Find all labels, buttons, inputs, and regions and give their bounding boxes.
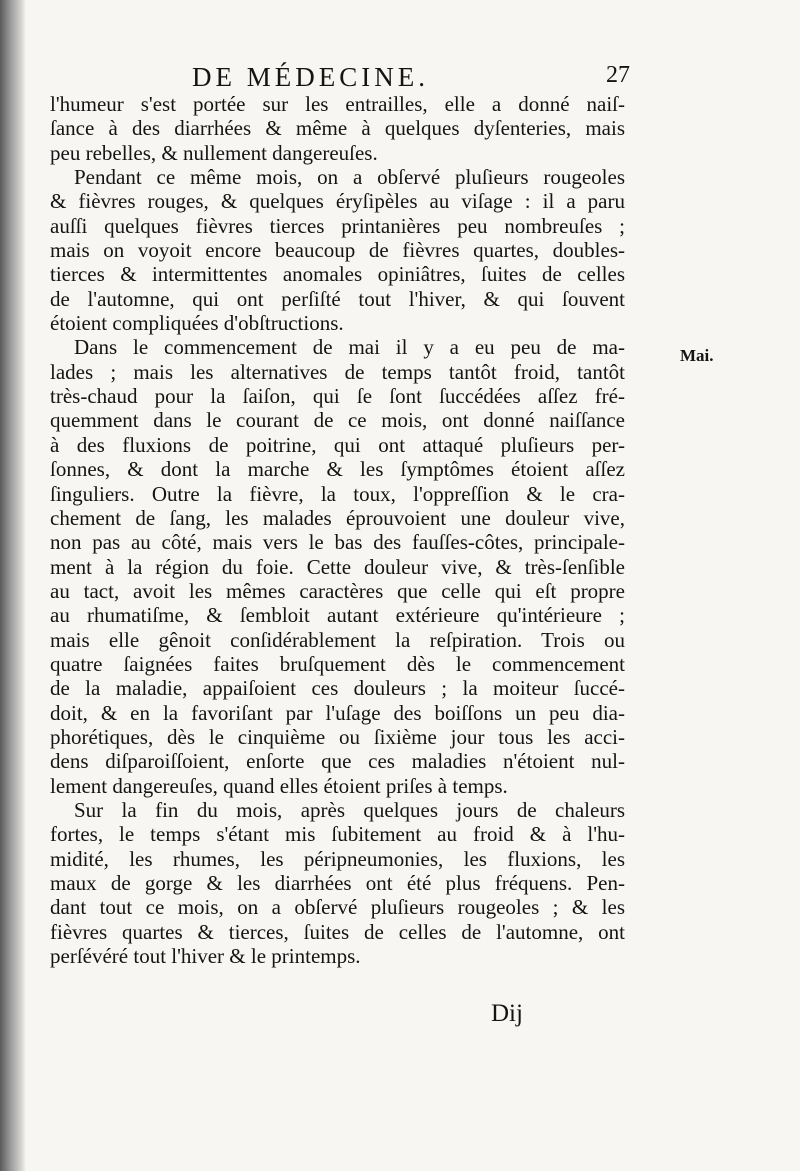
- text-line: à des fluxions de poitrine, qui ont attaqué pluſieurs per-: [50, 432, 625, 457]
- text-line: tierces & intermittentes anomales opiniâtres, ſuites de celles: [50, 262, 625, 287]
- text-line: de l'automne, qui ont perſiſté tout l'hiver, & qui ſouvent: [50, 286, 625, 311]
- text-line: maux de gorge & les diarrhées ont été plus fréquens. Pen-: [50, 871, 625, 895]
- text-line: étoient compliquées d'obſtructions.: [50, 311, 344, 336]
- text-line: l'humeur s'est portée sur les entrailles, elle a donné naiſ-: [50, 92, 625, 116]
- text-line: de la maladie, appaiſoient ces douleurs ; la moiteur ſuccé-: [50, 676, 625, 701]
- text-line: non pas au côté, mais vers le bas des fauſſes-côtes, principale-: [50, 530, 625, 555]
- text-line: lement dangereuſes, quand elles étoient priſes à temps.: [50, 773, 508, 798]
- text-line: fièvres quartes & tierces, ſuites de celles de l'automne, ont: [50, 919, 625, 944]
- text-line: perſévéré tout l'hiver & le printemps.: [50, 944, 361, 969]
- text-line: mais elle gênoit conſidérablement la reſpiration. Trois ou: [50, 627, 625, 652]
- text-line: fortes, le temps s'étant mis ſubitement au froid & à l'hu-: [50, 822, 625, 847]
- page-header: [180, 58, 630, 92]
- text-line: Dans le commencement de mai il y a eu peu de ma-: [74, 335, 625, 360]
- text-line: dant tout ce mois, on a obſervé pluſieurs rougeoles ; & les: [50, 895, 625, 920]
- text-line: au rhumatiſme, & ſembloit autant extérieure qu'intérieure ;: [50, 603, 625, 628]
- text-line: auſſi quelques fièvres tierces printanières peu nombreuſes ;: [50, 213, 625, 238]
- text-line: peu rebelles, & nullement dangereuſes.: [50, 140, 378, 165]
- text-line: ſinguliers. Outre la fièvre, la toux, l'oppreſſion & le cra-: [50, 481, 625, 506]
- text-line: Pendant ce même mois, on a obſervé pluſieurs rougeoles: [74, 165, 625, 190]
- body-text: [50, 92, 625, 968]
- text-line: très-chaud pour la ſaiſon, qui ſe ſont ſuccédées aſſez fré-: [50, 384, 625, 409]
- text-line: mais on voyoit encore beaucoup de fièvres quartes, doubles-: [50, 238, 625, 263]
- text-line: Sur la fin du mois, après quelques jours de chaleurs: [74, 797, 625, 822]
- text-line: doit, & en la favoriſant par l'uſage des boiſſons un peu dia-: [50, 700, 625, 725]
- text-line: lades ; mais les alternatives de temps tantôt froid, tantôt: [50, 359, 625, 384]
- page-number: 27: [606, 62, 630, 88]
- text-line: phorétiques, dès le cinquième ou ſixième jour tous les acci-: [50, 724, 625, 749]
- running-title: DE MÉDECINE.: [192, 62, 429, 92]
- text-line: quemment dans le courant de ce mois, ont donné naiſſance: [50, 408, 625, 433]
- signature-mark: Dij: [491, 1000, 523, 1027]
- text-line: dens diſparoiſſoient, enſorte que ces maladies n'étoient nul-: [50, 749, 625, 774]
- text-line: quatre ſaignées faites bruſquement dès le commencement: [50, 651, 625, 676]
- text-line: au tact, avoit les mêmes caractères que celle qui eſt propre: [50, 578, 625, 603]
- text-line: ſonnes, & dont la marche & les ſymptômes étoient aſſez: [50, 457, 625, 482]
- page-gutter-shadow: [0, 0, 26, 1171]
- text-line: ſance à des diarrhées & même à quelques dyſenteries, mais: [50, 116, 625, 141]
- text-line: & fièvres rouges, & quelques éryſipèles au viſage : il a paru: [50, 189, 625, 214]
- margin-note-month: Mai.: [680, 346, 714, 365]
- text-line: midité, les rhumes, les péripneumonies, les fluxions, les: [50, 846, 625, 871]
- text-line: ment à la région du foie. Cette douleur vive, & très-ſenſible: [50, 554, 625, 579]
- text-line: chement de ſang, les malades éprouvoient une douleur vive,: [50, 505, 625, 530]
